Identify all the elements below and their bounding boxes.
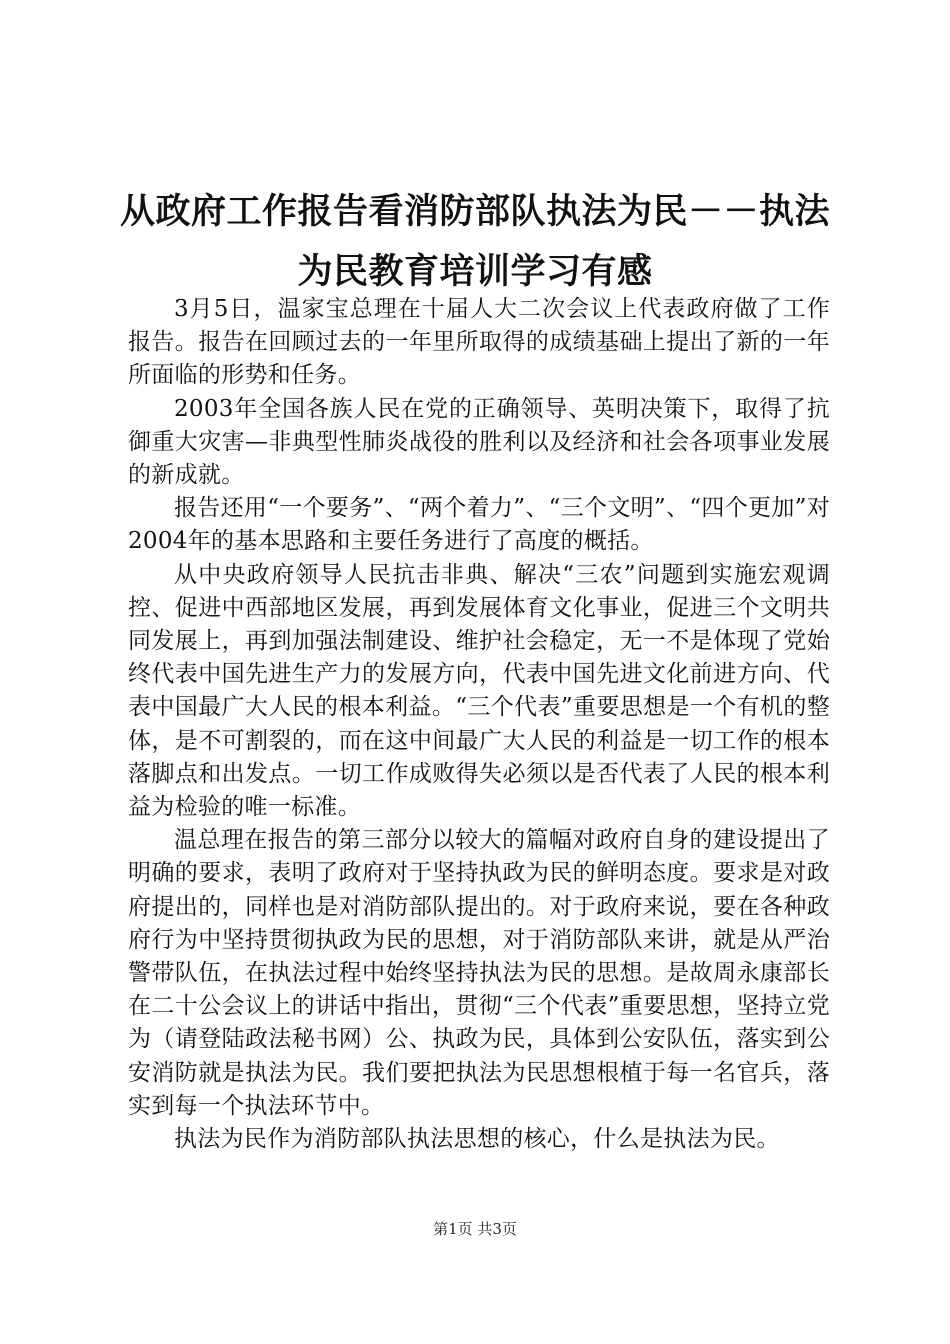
title-line-2: 为民教育培训学习有感 [297,251,653,292]
paragraph: 从中央政府领导人民抗击非典、解决“三农”问题到实施宏观调控、促进中西部地区发展，再到发展体育文化事业，促进三个文明共同发展上，再到加强法制建设、维护社会稳定，无一不是体现了党始终代表中国先进生产力的发展方向，代表中国先进文化前进方向、代表中国最广大人民的根本利益。“三个代表”重要思想是一个有机的整体，是不可割裂的，而在这中间最广大人民的利益是一切工作的根本落脚点和出发点。一切工作成败得失必须以是否代表了人民的根本利益为检验的唯一标准。 [128,561,830,821]
page-number-footer: 第1页 共3页 [433,1220,517,1238]
document-title [108,182,842,302]
paragraph: 温总理在报告的第三部分以较大的篇幅对政府自身的建设提出了明确的要求，表明了政府对于坚持执政为民的鲜明态度。要求是对政府提出的，同样也是对消防部队提出的。对于政府来说，要在各种政府行为中坚持贯彻执政为民的思想，对于消防部队来讲，就是从严治警带队伍，在执法过程中始终坚持执法为民的思想。是故周永康部长在二十公会议上的讲话中指出，贯彻“三个代表”重要思想，坚持立党为（请登陆政法秘书网）公、执政为民，具体到公安队伍，落实到公安消防就是执法为民。我们要把执法为民思想根植于每一名官兵，落实到每一个执法环节中。 [128,827,830,1119]
paragraph: 3月5日，温家宝总理在十届人大二次会议上代表政府做了工作报告。报告在回顾过去的一年里所取得的成绩基础上提出了新的一年所面临的形势和任务。 [128,296,830,389]
paragraph: 2003年全国各族人民在党的正确领导、英明决策下，取得了抗御重大灾害—非典型性肺炎战役的胜利以及经济和社会各项事业发展的新成就。 [128,395,830,489]
title-line-1: 从政府工作报告看消防部队执法为民－－执法 [119,191,830,232]
document-body [128,293,830,1156]
paragraph: 报告还用“一个要务”、“两个着力”、“三个文明”、“四个更加”对2004年的基本思路和主要任务进行了高度的概括。 [128,495,830,555]
paragraph: 执法为民作为消防部队执法思想的核心，什么是执法为民。 [174,1126,780,1153]
